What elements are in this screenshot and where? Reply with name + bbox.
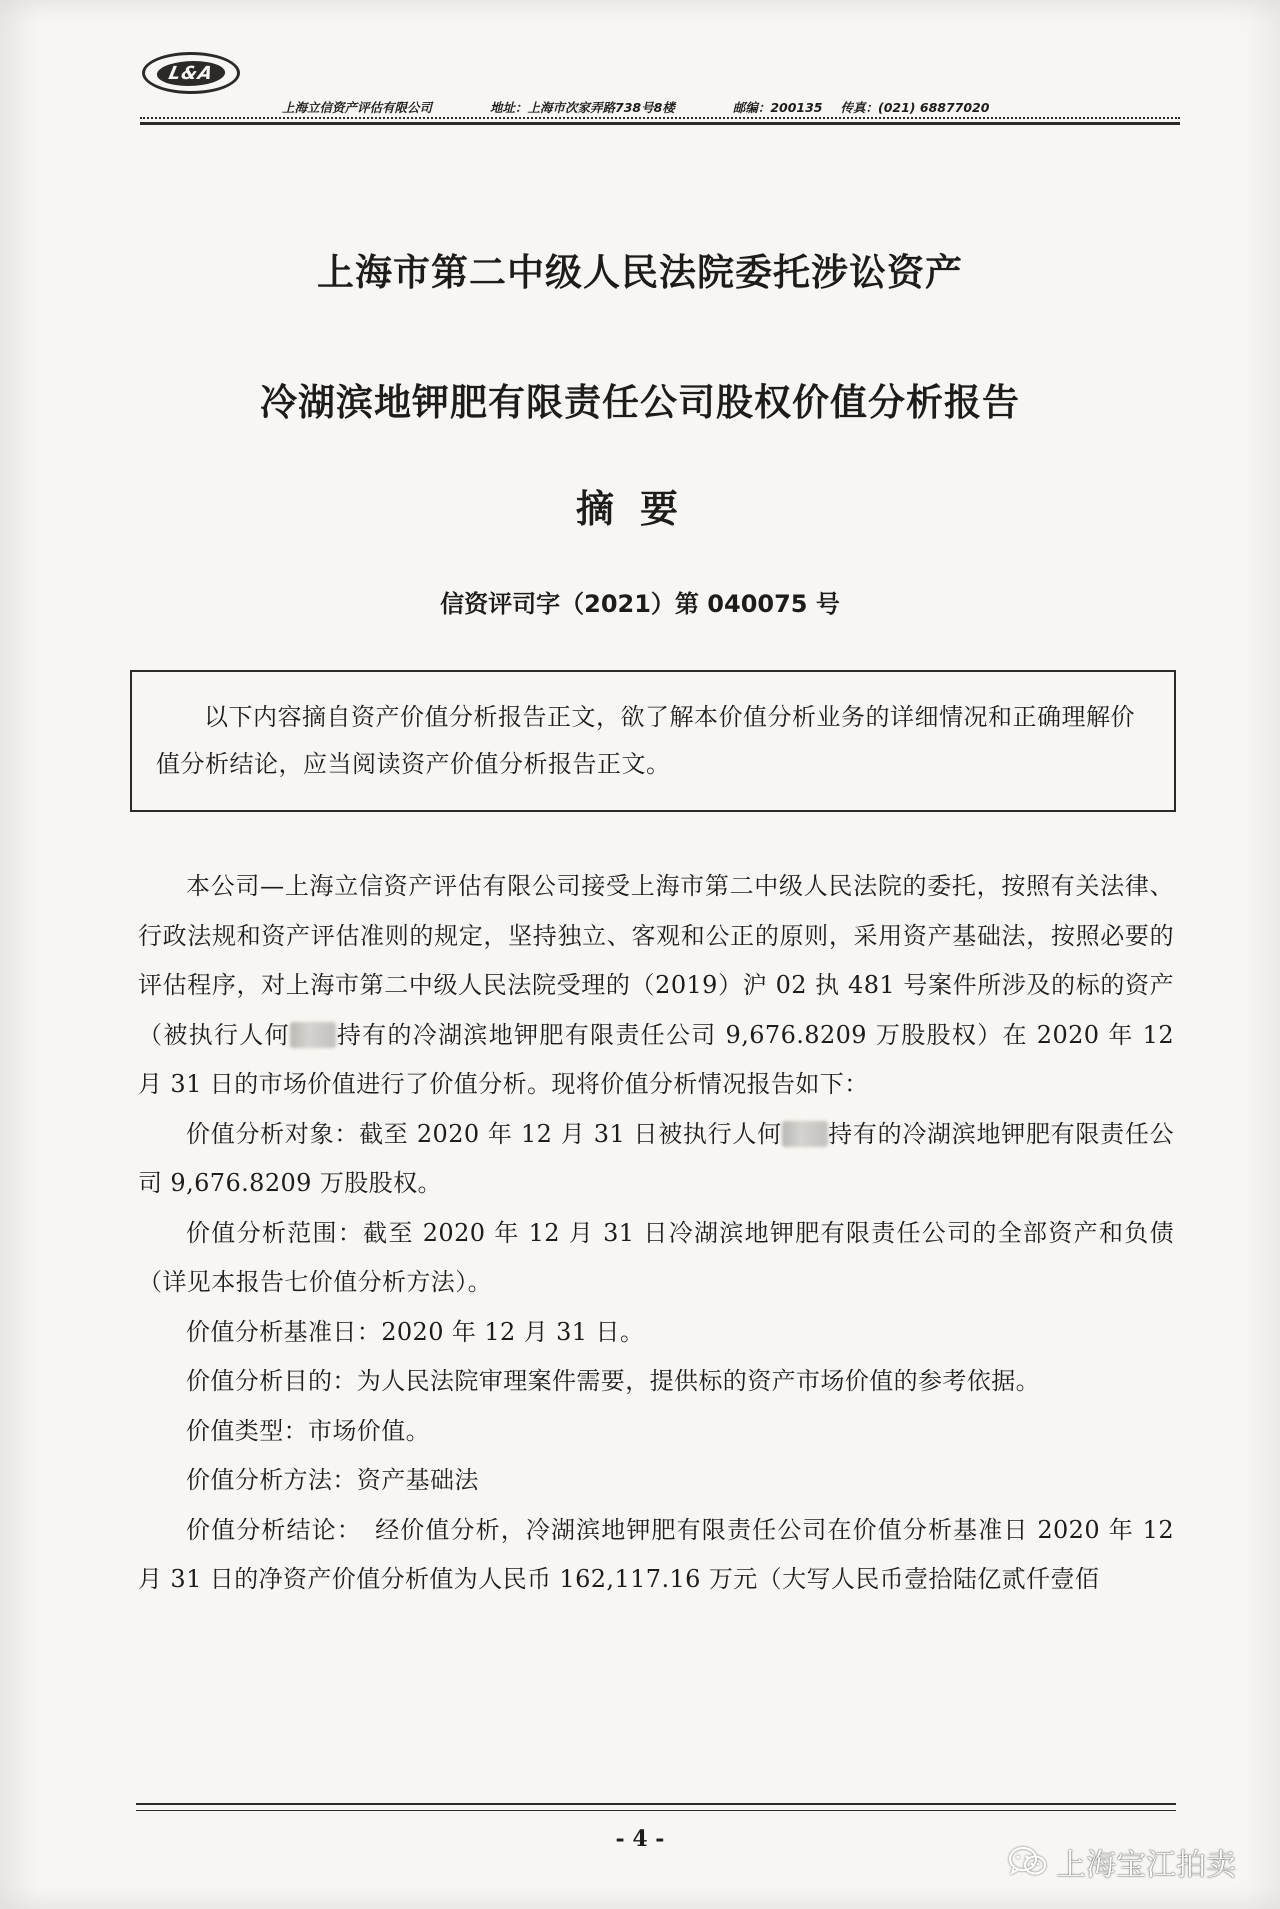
report-body bbox=[138, 862, 1174, 1605]
scope-paragraph: 价值分析范围：截至 2020 年 12 月 31 日冷湖滨地钾肥有限责任公司的全部资产和负债（详见本报告七价值分析方法）。 bbox=[138, 1218, 1174, 1296]
letterhead-company: 上海立信资产评估有限公司 bbox=[282, 100, 433, 115]
redacted-name bbox=[290, 1022, 336, 1048]
value-type-paragraph: 价值类型：市场价值。 bbox=[186, 1416, 430, 1445]
company-logo bbox=[142, 52, 240, 94]
conclusion-paragraph: 价值分析结论： 经价值分析，冷湖滨地钾肥有限责任公司在价值分析基准日 2020 年 12 月 31 日的净资产价值分析值为人民币 162,117.16 万元（大写人民币壹拾陆亿贰仟壹佰 bbox=[138, 1515, 1174, 1593]
intro-text-a: 本公司—上海立信资产评估有限公司接受上海市第二中级人民法院的委托，按照有关法律、行政法规和资产评估准则的规定，坚持独立、客观和公正的原则，采用资产基础法，按照必要的评估程序，对上海市第二中级人民法院受理的（2019）沪 02 执 481 号案件所涉及的标的资产（被执行人何 bbox=[138, 872, 1174, 1049]
intro-paragraph bbox=[138, 862, 1174, 1110]
base-date-paragraph: 价值分析基准日：2020 年 12 月 31 日。 bbox=[186, 1317, 645, 1346]
notice-box: 以下内容摘自资产价值分析报告正文，欲了解本价值分析业务的详细情况和正确理解价值分析结论，应当阅读资产价值分析报告正文。 bbox=[130, 670, 1176, 812]
footer-divider bbox=[136, 1803, 1176, 1805]
watermark-text: 上海宝江拍卖 bbox=[1056, 1848, 1236, 1883]
redacted-name bbox=[782, 1121, 828, 1147]
letterhead-info bbox=[282, 98, 1162, 116]
letterhead-postcode: 邮编：200135 bbox=[732, 100, 823, 115]
letterhead-divider bbox=[140, 122, 1180, 125]
summary-heading: 摘要 bbox=[575, 487, 704, 531]
object-text-a: 价值分析对象：截至 2020 年 12 月 31 日被执行人何 bbox=[186, 1119, 782, 1148]
page-number: - 4 - bbox=[615, 1826, 665, 1852]
report-title-line-1: 上海市第二中级人民法院委托涉讼资产 bbox=[317, 251, 963, 294]
letterhead-divider-dotted bbox=[140, 117, 1180, 119]
watermark bbox=[1008, 1840, 1236, 1884]
report-title-line-2: 冷湖滨地钾肥有限责任公司股权价值分析报告 bbox=[260, 381, 1020, 424]
object-text-b: 持有的冷湖滨地钾肥有限责任公司 9,676.8209 万股股权。 bbox=[138, 1119, 1174, 1197]
intro-text-b: 持有的冷湖滨地钾肥有限责任公司 9,676.8209 万股股权）在 2020 年 12 月 31 日的市场价值进行了价值分析。现将价值分析情况报告如下： bbox=[138, 1020, 1175, 1098]
letterhead-address: 地址：上海市次家弄路738号8楼 bbox=[490, 100, 675, 115]
object-paragraph bbox=[138, 1110, 1174, 1209]
document-number: 信资评司字（2021）第 040075 号 bbox=[440, 590, 840, 618]
footer-divider-thin bbox=[136, 1810, 1176, 1811]
wechat-icon bbox=[1008, 1845, 1048, 1879]
method-paragraph: 价值分析方法：资产基础法 bbox=[186, 1466, 479, 1494]
purpose-paragraph: 价值分析目的：为人民法院审理案件需要，提供标的资产市场价值的参考依据。 bbox=[186, 1367, 1040, 1395]
logo-text: L&A bbox=[154, 61, 227, 86]
letterhead-phone: 传真：(021) 68877020 bbox=[840, 100, 990, 115]
